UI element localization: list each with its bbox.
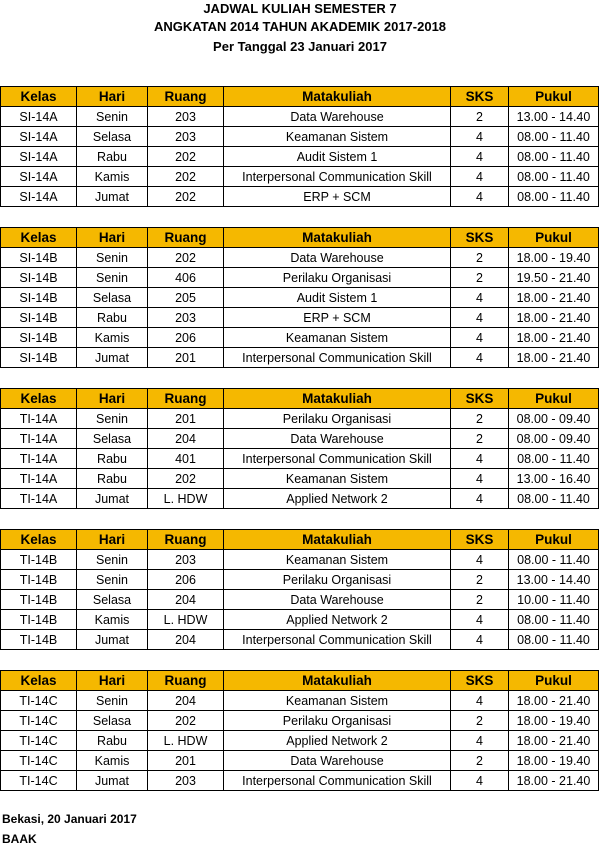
kelas-cell: SI-14B — [1, 328, 77, 348]
sks-cell: 2 — [451, 711, 509, 731]
kelas-cell: TI-14A — [1, 489, 77, 509]
ruang-cell: 201 — [148, 409, 224, 429]
table-row — [1, 268, 599, 288]
pukul-cell: 18.00 - 21.40 — [509, 691, 599, 711]
hari-cell: Selasa — [77, 711, 148, 731]
column-header: Hari — [77, 389, 148, 409]
hari-cell: Rabu — [77, 449, 148, 469]
hari-cell: Rabu — [77, 147, 148, 167]
column-header: Matakuliah — [224, 228, 451, 248]
kelas-cell: TI-14B — [1, 570, 77, 590]
hari-cell: Jumat — [77, 348, 148, 368]
kelas-cell: TI-14B — [1, 550, 77, 570]
ruang-cell: 204 — [148, 429, 224, 449]
pukul-cell: 13.00 - 14.40 — [509, 570, 599, 590]
column-header: Kelas — [1, 87, 77, 107]
table-row — [1, 691, 599, 711]
matakuliah-cell: Data Warehouse — [224, 248, 451, 268]
matakuliah-cell: Applied Network 2 — [224, 731, 451, 751]
table-row — [1, 731, 599, 751]
hari-cell: Jumat — [77, 187, 148, 207]
sks-cell: 4 — [451, 771, 509, 791]
hari-cell: Rabu — [77, 469, 148, 489]
hari-cell: Jumat — [77, 489, 148, 509]
kelas-cell: SI-14B — [1, 348, 77, 368]
sks-cell: 2 — [451, 248, 509, 268]
hari-cell: Senin — [77, 570, 148, 590]
matakuliah-cell: Data Warehouse — [224, 429, 451, 449]
ruang-cell: 202 — [148, 248, 224, 268]
matakuliah-cell: Data Warehouse — [224, 590, 451, 610]
document-subtitle: ANGKATAN 2014 TAHUN AKADEMIK 2017-2018 — [153, 19, 447, 34]
pukul-cell: 08.00 - 11.40 — [509, 489, 599, 509]
ruang-cell: 202 — [148, 711, 224, 731]
ruang-cell: 202 — [148, 187, 224, 207]
ruang-cell: 201 — [148, 348, 224, 368]
kelas-cell: TI-14A — [1, 429, 77, 449]
table-row — [1, 107, 599, 127]
document-title: JADWAL KULIAH SEMESTER 7 — [203, 1, 397, 16]
pukul-cell: 18.00 - 21.40 — [509, 731, 599, 751]
matakuliah-cell: Perilaku Organisasi — [224, 570, 451, 590]
kelas-cell: TI-14B — [1, 590, 77, 610]
column-header: SKS — [451, 671, 509, 691]
sks-cell: 4 — [451, 187, 509, 207]
kelas-cell: SI-14A — [1, 167, 77, 187]
table-row — [1, 590, 599, 610]
kelas-cell: TI-14C — [1, 751, 77, 771]
hari-cell: Senin — [77, 268, 148, 288]
sks-cell: 4 — [451, 731, 509, 751]
kelas-cell: SI-14A — [1, 147, 77, 167]
column-header: Hari — [77, 671, 148, 691]
ruang-cell: 202 — [148, 147, 224, 167]
matakuliah-cell: Perilaku Organisasi — [224, 711, 451, 731]
column-header: SKS — [451, 389, 509, 409]
column-header: Kelas — [1, 530, 77, 550]
sks-cell: 4 — [451, 691, 509, 711]
column-header: Pukul — [509, 87, 599, 107]
kelas-cell: TI-14C — [1, 691, 77, 711]
pukul-cell: 08.00 - 11.40 — [509, 630, 599, 650]
pukul-cell: 10.00 - 11.40 — [509, 590, 599, 610]
column-header: Pukul — [509, 389, 599, 409]
column-header: SKS — [451, 87, 509, 107]
table-header-row — [1, 530, 599, 550]
pukul-cell: 18.00 - 19.40 — [509, 751, 599, 771]
column-header: Kelas — [1, 228, 77, 248]
table-row — [1, 489, 599, 509]
hari-cell: Kamis — [77, 328, 148, 348]
kelas-cell: TI-14B — [1, 610, 77, 630]
matakuliah-cell: Applied Network 2 — [224, 489, 451, 509]
kelas-cell: SI-14B — [1, 268, 77, 288]
sks-cell: 4 — [451, 348, 509, 368]
pukul-cell: 08.00 - 11.40 — [509, 449, 599, 469]
sks-cell: 2 — [451, 429, 509, 449]
column-header: Matakuliah — [224, 87, 451, 107]
matakuliah-cell: Audit Sistem 1 — [224, 147, 451, 167]
hari-cell: Rabu — [77, 731, 148, 751]
kelas-cell: SI-14B — [1, 248, 77, 268]
schedule-table — [0, 388, 599, 509]
column-header: Hari — [77, 87, 148, 107]
hari-cell: Selasa — [77, 590, 148, 610]
hari-cell: Selasa — [77, 127, 148, 147]
table-row — [1, 328, 599, 348]
sks-cell: 2 — [451, 268, 509, 288]
hari-cell: Senin — [77, 248, 148, 268]
table-row — [1, 630, 599, 650]
column-header: Matakuliah — [224, 389, 451, 409]
hari-cell: Rabu — [77, 308, 148, 328]
table-row — [1, 187, 599, 207]
table-header-row — [1, 389, 599, 409]
matakuliah-cell: Keamanan Sistem — [224, 328, 451, 348]
column-header: Hari — [77, 530, 148, 550]
pukul-cell: 08.00 - 11.40 — [509, 610, 599, 630]
sks-cell: 4 — [451, 630, 509, 650]
ruang-cell: 406 — [148, 268, 224, 288]
matakuliah-cell: Data Warehouse — [224, 107, 451, 127]
column-header: Pukul — [509, 530, 599, 550]
matakuliah-cell: Interpersonal Communication Skill — [224, 771, 451, 791]
ruang-cell: 203 — [148, 107, 224, 127]
column-header: Pukul — [509, 228, 599, 248]
footer-place-date: Bekasi, 20 Januari 2017 — [2, 812, 137, 826]
column-header: Ruang — [148, 87, 224, 107]
sks-cell: 4 — [451, 550, 509, 570]
table-row — [1, 248, 599, 268]
table-row — [1, 570, 599, 590]
ruang-cell: 203 — [148, 127, 224, 147]
sks-cell: 4 — [451, 167, 509, 187]
pukul-cell: 08.00 - 11.40 — [509, 147, 599, 167]
ruang-cell: L. HDW — [148, 731, 224, 751]
hari-cell: Senin — [77, 409, 148, 429]
ruang-cell: 201 — [148, 751, 224, 771]
table-row — [1, 429, 599, 449]
matakuliah-cell: Interpersonal Communication Skill — [224, 167, 451, 187]
table-row — [1, 469, 599, 489]
column-header: Ruang — [148, 530, 224, 550]
matakuliah-cell: Perilaku Organisasi — [224, 409, 451, 429]
sks-cell: 4 — [451, 308, 509, 328]
column-header: Hari — [77, 228, 148, 248]
column-header: Ruang — [148, 671, 224, 691]
ruang-cell: 203 — [148, 550, 224, 570]
hari-cell: Selasa — [77, 429, 148, 449]
schedule-table — [0, 670, 599, 791]
sks-cell: 4 — [451, 469, 509, 489]
kelas-cell: TI-14C — [1, 771, 77, 791]
column-header: Ruang — [148, 228, 224, 248]
sks-cell: 4 — [451, 147, 509, 167]
pukul-cell: 08.00 - 11.40 — [509, 127, 599, 147]
ruang-cell: L. HDW — [148, 610, 224, 630]
sks-cell: 4 — [451, 489, 509, 509]
hari-cell: Kamis — [77, 167, 148, 187]
matakuliah-cell: Keamanan Sistem — [224, 691, 451, 711]
sks-cell: 2 — [451, 570, 509, 590]
column-header: SKS — [451, 530, 509, 550]
ruang-cell: 202 — [148, 469, 224, 489]
ruang-cell: 202 — [148, 167, 224, 187]
hari-cell: Kamis — [77, 751, 148, 771]
matakuliah-cell: Keamanan Sistem — [224, 550, 451, 570]
document-date: Per Tanggal 23 Januari 2017 — [213, 39, 387, 54]
pukul-cell: 18.00 - 21.40 — [509, 348, 599, 368]
column-header: SKS — [451, 228, 509, 248]
table-row — [1, 167, 599, 187]
matakuliah-cell: Keamanan Sistem — [224, 469, 451, 489]
kelas-cell: TI-14C — [1, 711, 77, 731]
sks-cell: 2 — [451, 107, 509, 127]
matakuliah-cell: Interpersonal Communication Skill — [224, 449, 451, 469]
sks-cell: 4 — [451, 449, 509, 469]
sks-cell: 2 — [451, 409, 509, 429]
pukul-cell: 08.00 - 11.40 — [509, 187, 599, 207]
schedule-table — [0, 529, 599, 650]
column-header: Kelas — [1, 389, 77, 409]
matakuliah-cell: ERP + SCM — [224, 308, 451, 328]
hari-cell: Jumat — [77, 771, 148, 791]
matakuliah-cell: Data Warehouse — [224, 751, 451, 771]
pukul-cell: 08.00 - 09.40 — [509, 409, 599, 429]
pukul-cell: 18.00 - 21.40 — [509, 771, 599, 791]
ruang-cell: 204 — [148, 630, 224, 650]
column-header: Pukul — [509, 671, 599, 691]
ruang-cell: 204 — [148, 590, 224, 610]
sks-cell: 2 — [451, 751, 509, 771]
matakuliah-cell: ERP + SCM — [224, 187, 451, 207]
ruang-cell: 401 — [148, 449, 224, 469]
matakuliah-cell: Applied Network 2 — [224, 610, 451, 630]
table-row — [1, 127, 599, 147]
schedule-table — [0, 86, 599, 207]
kelas-cell: SI-14A — [1, 127, 77, 147]
table-row — [1, 409, 599, 429]
table-row — [1, 348, 599, 368]
footer-signer: BAAK — [2, 832, 37, 846]
column-header: Matakuliah — [224, 530, 451, 550]
hari-cell: Senin — [77, 691, 148, 711]
pukul-cell: 19.50 - 21.40 — [509, 268, 599, 288]
hari-cell: Selasa — [77, 288, 148, 308]
sks-cell: 4 — [451, 328, 509, 348]
sks-cell: 2 — [451, 590, 509, 610]
table-row — [1, 449, 599, 469]
kelas-cell: SI-14A — [1, 107, 77, 127]
matakuliah-cell: Keamanan Sistem — [224, 127, 451, 147]
pukul-cell: 18.00 - 19.40 — [509, 711, 599, 731]
table-row — [1, 288, 599, 308]
pukul-cell: 13.00 - 16.40 — [509, 469, 599, 489]
kelas-cell: TI-14A — [1, 409, 77, 429]
ruang-cell: 206 — [148, 328, 224, 348]
table-row — [1, 147, 599, 167]
ruang-cell: 205 — [148, 288, 224, 308]
table-row — [1, 751, 599, 771]
sks-cell: 4 — [451, 288, 509, 308]
table-row — [1, 610, 599, 630]
ruang-cell: 206 — [148, 570, 224, 590]
matakuliah-cell: Perilaku Organisasi — [224, 268, 451, 288]
table-row — [1, 771, 599, 791]
hari-cell: Kamis — [77, 610, 148, 630]
matakuliah-cell: Audit Sistem 1 — [224, 288, 451, 308]
table-row — [1, 308, 599, 328]
ruang-cell: 203 — [148, 308, 224, 328]
kelas-cell: TI-14A — [1, 469, 77, 489]
matakuliah-cell: Interpersonal Communication Skill — [224, 630, 451, 650]
ruang-cell: 203 — [148, 771, 224, 791]
pukul-cell: 08.00 - 11.40 — [509, 167, 599, 187]
column-header: Matakuliah — [224, 671, 451, 691]
column-header: Kelas — [1, 671, 77, 691]
pukul-cell: 18.00 - 21.40 — [509, 308, 599, 328]
kelas-cell: TI-14C — [1, 731, 77, 751]
matakuliah-cell: Interpersonal Communication Skill — [224, 348, 451, 368]
table-row — [1, 550, 599, 570]
pukul-cell: 08.00 - 09.40 — [509, 429, 599, 449]
kelas-cell: TI-14A — [1, 449, 77, 469]
kelas-cell: SI-14B — [1, 308, 77, 328]
ruang-cell: L. HDW — [148, 489, 224, 509]
pukul-cell: 18.00 - 21.40 — [509, 328, 599, 348]
table-row — [1, 711, 599, 731]
column-header: Ruang — [148, 389, 224, 409]
schedule-table — [0, 227, 599, 368]
ruang-cell: 204 — [148, 691, 224, 711]
hari-cell: Senin — [77, 107, 148, 127]
kelas-cell: TI-14B — [1, 630, 77, 650]
pukul-cell: 18.00 - 19.40 — [509, 248, 599, 268]
hari-cell: Jumat — [77, 630, 148, 650]
table-header-row — [1, 228, 599, 248]
sks-cell: 4 — [451, 610, 509, 630]
kelas-cell: SI-14B — [1, 288, 77, 308]
pukul-cell: 13.00 - 14.40 — [509, 107, 599, 127]
pukul-cell: 18.00 - 21.40 — [509, 288, 599, 308]
table-header-row — [1, 671, 599, 691]
kelas-cell: SI-14A — [1, 187, 77, 207]
table-header-row — [1, 87, 599, 107]
hari-cell: Senin — [77, 550, 148, 570]
sks-cell: 4 — [451, 127, 509, 147]
pukul-cell: 08.00 - 11.40 — [509, 550, 599, 570]
